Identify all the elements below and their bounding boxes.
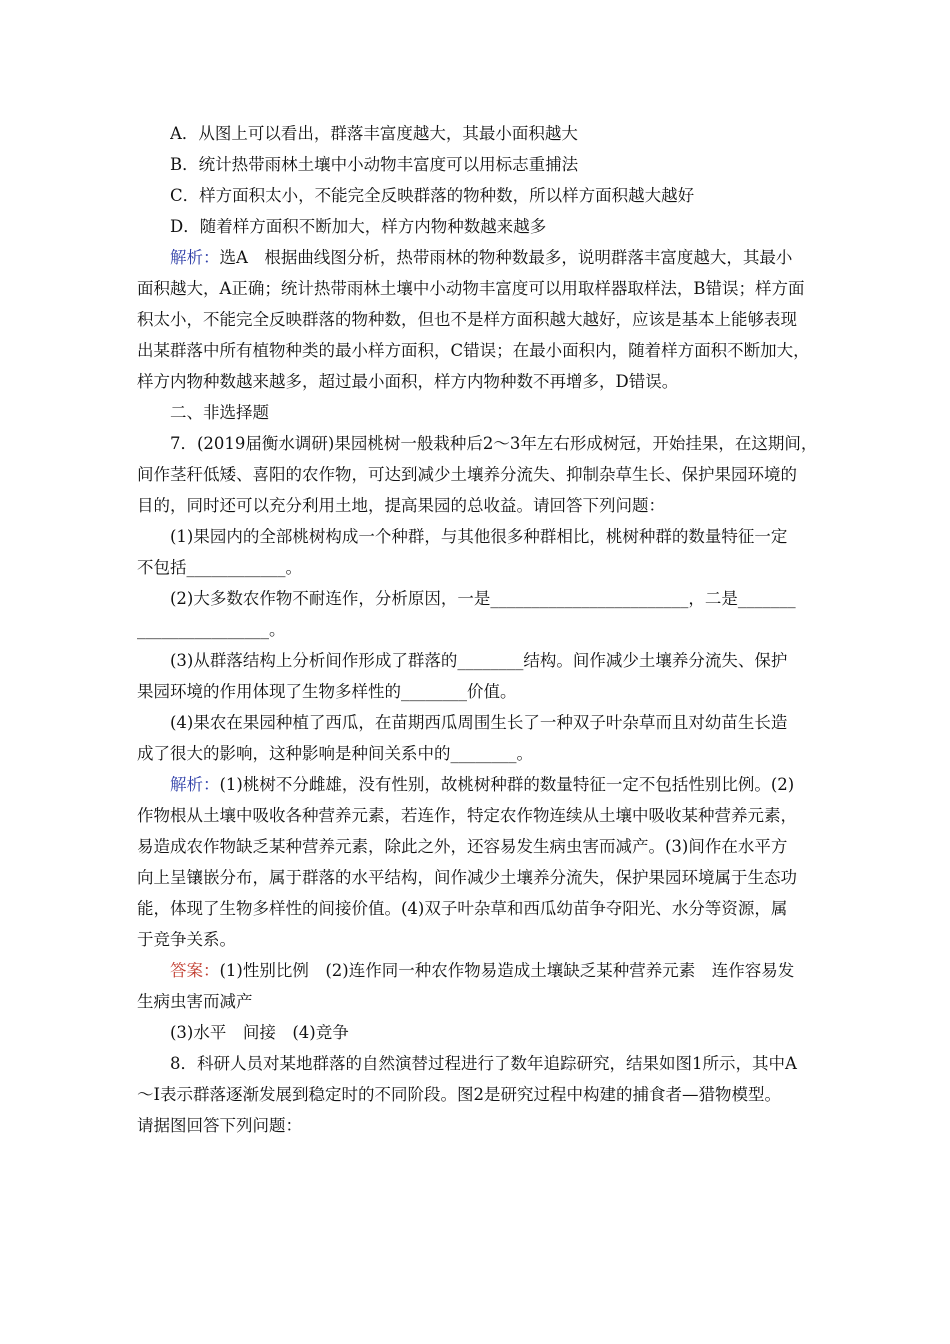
q7-line-3: 目的，同时还可以充分利用土地，提高果园的总收益。请回答下列问题：: [137, 496, 665, 515]
q7-sub4-line-1: (4)果农在果园种植了西瓜，在苗期西瓜周围生长了一种双子叶杂草而且对幼苗生长造: [170, 713, 788, 732]
q8-line-1: 8．科研人员对某地群落的自然演替过程进行了数年追踪研究，结果如图1所示，其中A: [170, 1054, 797, 1073]
analysis2-line-1: 解析：(1)桃树不分雌雄，没有性别，故桃树种群的数量特征一定不包括性别比例。(2): [170, 775, 795, 794]
answer-line-2: 生病虫害而减产: [137, 992, 253, 1011]
option-d: D．随着样方面积不断加大，样方内物种数越来越多: [170, 217, 547, 236]
q8-line-3: 请据图回答下列问题：: [137, 1116, 302, 1135]
analysis1-line-4: 出某群落中所有植物种类的最小样方面积，C错误；在最小面积内，随着样方面积不断加大，: [137, 341, 810, 360]
q7-sub1-line-2: 不包括____________。: [137, 558, 302, 577]
analysis-label: 解析：: [170, 775, 220, 794]
section-heading: 二、非选择题: [170, 403, 269, 422]
analysis2-line-5: 能，体现了生物多样性的间接价值。(4)双子叶杂草和西瓜幼苗争夺阳光、水分等资源，属: [137, 899, 788, 918]
analysis1-line-5: 样方内物种数越来越多，超过最小面积，样方内物种数不再增多，D错误。: [137, 372, 679, 391]
analysis2-line-3: 易造成农作物缺乏某种营养元素，除此之外，还容易发生病虫害而减产。(3)间作在水平方: [137, 837, 788, 856]
q7-line-1: 7．(2019届衡水调研)果园桃树一般栽种后2～3年左右形成树冠，开始挂果，在这期间，: [170, 434, 817, 453]
analysis2-line-6: 于竞争关系。: [137, 930, 236, 949]
option-c: C．样方面积太小，不能完全反映群落的物种数，所以样方面积越大越好: [170, 186, 695, 205]
analysis1-line-2: 面积越大，A正确；统计热带雨林土壤中小动物丰富度可以用取样器取样法，B错误；样方面: [137, 279, 805, 298]
analysis2-line-4: 向上呈镶嵌分布，属于群落的水平结构，间作减少土壤养分流失，保护果园环境属于生态功: [137, 868, 797, 887]
analysis-label: 解析：: [170, 248, 220, 267]
q8-line-2: ～I表示群落逐渐发展到稳定时的不同阶段。图2是研究过程中构建的捕食者—猎物模型。: [137, 1085, 782, 1104]
q7-line-2: 间作茎秆低矮、喜阳的农作物，可达到减少土壤养分流失、抑制杂草生长、保护果园环境的: [137, 465, 797, 484]
q7-sub3-line-2: 果园环境的作用体现了生物多样性的________价值。: [137, 682, 517, 701]
answer-line-3: (3)水平 间接 (4)竞争: [170, 1023, 349, 1042]
q7-sub4-line-2: 成了很大的影响，这种影响是种间关系中的________。: [137, 744, 533, 763]
answer-line-1: 答案：(1)性别比例 (2)连作同一种农作物易造成土壤缺乏某种营养元素 连作容易发: [170, 961, 795, 980]
analysis1-line-1: 解析：选A 根据曲线图分析，热带雨林的物种数最多，说明群落丰富度越大，其最小: [170, 248, 793, 267]
analysis1-line-3: 积太小，不能完全反映群落的物种数，但也不是样方面积越大越好，应该是基本上能够表现: [137, 310, 797, 329]
option-a: A．从图上可以看出，群落丰富度越大，其最小面积越大: [170, 124, 578, 143]
answer-label: 答案：: [170, 961, 220, 980]
option-b: B．统计热带雨林土壤中小动物丰富度可以用标志重捕法: [170, 155, 579, 174]
q7-sub2-line-2: ________________。: [137, 620, 286, 639]
q7-sub3-line-1: (3)从群落结构上分析间作形成了群落的________结构。间作减少土壤养分流失、保护: [170, 651, 788, 670]
analysis2-line-2: 作物根从土壤中吸收各种营养元素，若连作，特定农作物连续从土壤中吸收某种营养元素，: [137, 806, 797, 825]
q7-sub2-line-1: (2)大多数农作物不耐连作，分析原因，一是________________________，二是_______: [170, 589, 796, 608]
q7-sub1-line-1: (1)果园内的全部桃树构成一个种群，与其他很多种群相比，桃树种群的数量特征一定: [170, 527, 788, 546]
